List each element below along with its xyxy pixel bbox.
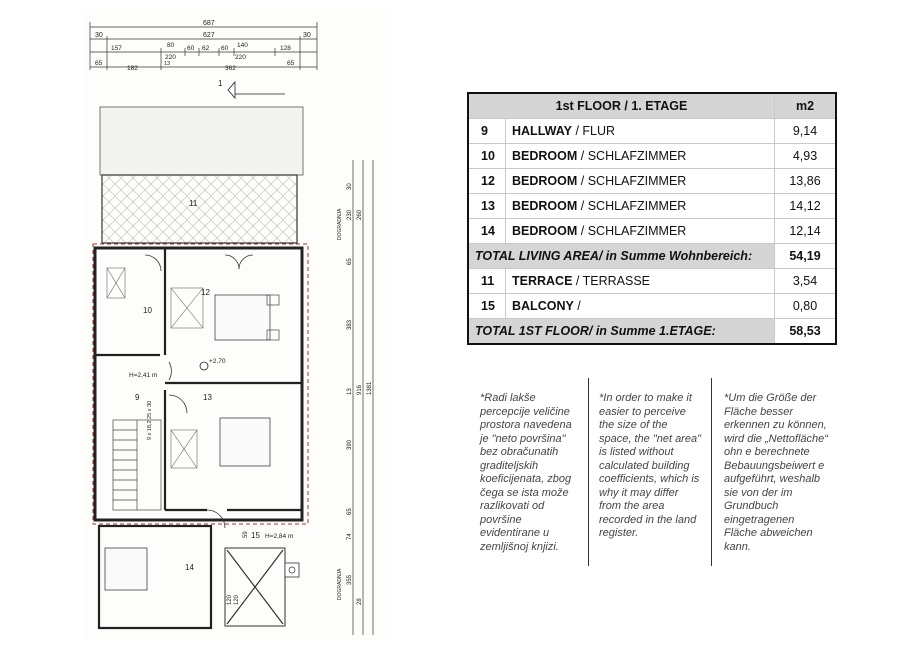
total-floor-value: 58,53 bbox=[775, 319, 837, 345]
table-row bbox=[468, 119, 836, 144]
room-number: 12 bbox=[468, 169, 506, 194]
dim-182: 182 bbox=[127, 65, 138, 72]
room-label-14: 14 bbox=[185, 563, 194, 572]
room-name: BEDROOM / SCHLAFZIMMER bbox=[506, 219, 775, 244]
room-name-de: FLUR bbox=[582, 124, 616, 138]
side-label-dogradnja-top: DOGRADNJA bbox=[337, 208, 343, 240]
room-area: 9,14 bbox=[775, 119, 837, 144]
room-name: HALLWAY / FLUR bbox=[506, 119, 775, 144]
dim-120-a: 120 bbox=[227, 594, 233, 605]
room-number: 10 bbox=[468, 144, 506, 169]
total-living-label: TOTAL LIVING AREA/ in Summe Wohnbereich: bbox=[468, 244, 775, 269]
note-german: *Um die Größe der Fläche besser erkennen zu können, wird die „Nettofläche“ ohn e berechnete Bebauungsbeiwert e aufgeführt, weshalb sie von der im Grundbuch eingetragenen Fläche abweichen kann. bbox=[724, 392, 828, 553]
dim-157: 157 bbox=[111, 45, 122, 52]
dim-right-28: 28 bbox=[357, 598, 363, 605]
total-living-value: 54,19 bbox=[775, 244, 837, 269]
floor-plan bbox=[85, 10, 390, 640]
roof-strip bbox=[100, 107, 303, 175]
dim-220-b: 220 bbox=[235, 54, 246, 61]
dim-59: 59 bbox=[243, 531, 249, 538]
floor-plan-drawing bbox=[85, 10, 390, 640]
note-english: *In order to make it easier to perceive the size of the space, the "net area" is listed without calculated building coefficients, which is why it may differ from the area recorded in the land register. bbox=[599, 392, 701, 539]
room-label-13: 13 bbox=[203, 393, 212, 402]
table-header-title: 1st FLOOR / 1. ETAGE bbox=[468, 93, 775, 119]
room-name: BEDROOM / SCHLAFZIMMER bbox=[506, 169, 775, 194]
table-row bbox=[468, 219, 836, 244]
table-row bbox=[468, 194, 836, 219]
dim-30-right: 30 bbox=[303, 32, 311, 39]
dim-120-b: 120 bbox=[234, 594, 240, 605]
room-label-11: 11 bbox=[189, 199, 198, 208]
room-number: 14 bbox=[468, 219, 506, 244]
room-area: 12,14 bbox=[775, 219, 837, 244]
dim-right-355: 355 bbox=[347, 574, 353, 585]
level-mark: +2,70 bbox=[209, 358, 226, 365]
room-area: 4,93 bbox=[775, 144, 837, 169]
side-label-dogradnja-bottom: DOGRADNJA bbox=[337, 568, 343, 600]
dim-362: 362 bbox=[225, 65, 236, 72]
right-dimension-lines bbox=[353, 160, 373, 635]
table-row bbox=[468, 169, 836, 194]
dim-right-65-a: 65 bbox=[347, 258, 353, 265]
dim-right-1381: 1381 bbox=[367, 381, 373, 395]
dim-right-916: 916 bbox=[357, 384, 363, 395]
table-row bbox=[468, 144, 836, 169]
dim-62: 62 bbox=[202, 45, 210, 52]
dim-right-30: 30 bbox=[347, 183, 353, 190]
room-name-en: HALLWAY bbox=[512, 124, 572, 138]
terrace-11 bbox=[102, 175, 297, 243]
table-row bbox=[468, 269, 836, 294]
dim-60-b: 60 bbox=[221, 45, 229, 52]
wardrobe-10 bbox=[107, 268, 125, 298]
height-label-15: H=2,84 m bbox=[265, 533, 294, 540]
dim-220-a: 220 bbox=[165, 54, 176, 61]
table-header-unit: m2 bbox=[775, 93, 837, 119]
svg-text:1: 1 bbox=[218, 79, 223, 88]
level-marker bbox=[200, 362, 208, 370]
room-label-9: 9 bbox=[135, 393, 140, 402]
bed-12 bbox=[215, 295, 270, 340]
room-area: 14,12 bbox=[775, 194, 837, 219]
wardrobe-13 bbox=[171, 430, 197, 468]
room-name: BEDROOM / SCHLAFZIMMER bbox=[506, 144, 775, 169]
room-name-en: BEDROOM bbox=[512, 149, 578, 163]
room-name-de: TERRASSE bbox=[582, 274, 651, 288]
room-area: 0,80 bbox=[775, 294, 837, 319]
section-marker bbox=[218, 79, 285, 98]
dim-627: 627 bbox=[203, 32, 215, 39]
note-divider bbox=[588, 378, 589, 566]
room-number: 9 bbox=[468, 119, 506, 144]
room-label-12: 12 bbox=[201, 288, 210, 297]
room-name-en: BEDROOM bbox=[512, 199, 578, 213]
staircase bbox=[113, 420, 161, 510]
area-table bbox=[467, 92, 837, 345]
dim-128: 128 bbox=[280, 45, 291, 52]
room-name-en: BALCONY bbox=[512, 299, 574, 313]
total-living-row bbox=[468, 244, 836, 269]
dim-right-390: 390 bbox=[347, 439, 353, 450]
interior-walls bbox=[95, 248, 302, 510]
dim-right-383: 383 bbox=[347, 319, 353, 330]
dim-140: 140 bbox=[237, 42, 248, 49]
room-name: TERRACE / TERRASSE bbox=[506, 269, 775, 294]
dim-30-left: 30 bbox=[95, 32, 103, 39]
room-number: 15 bbox=[468, 294, 506, 319]
dim-right-74: 74 bbox=[347, 533, 353, 540]
dim-65-left: 65 bbox=[95, 60, 103, 67]
dim-80: 80 bbox=[167, 42, 175, 49]
total-floor-row bbox=[468, 319, 836, 345]
dim-687: 687 bbox=[203, 20, 215, 27]
room-name-en: BEDROOM bbox=[512, 174, 578, 188]
room-name-de: SCHLAFZIMMER bbox=[587, 224, 687, 238]
dim-right-230: 230 bbox=[347, 209, 353, 220]
room-name-en: TERRACE bbox=[512, 274, 573, 288]
room-label-10: 10 bbox=[143, 306, 152, 315]
total-floor-label: TOTAL 1ST FLOOR/ in Summe 1.ETAGE: bbox=[468, 319, 775, 345]
room-area: 13,86 bbox=[775, 169, 837, 194]
dim-right-260: 260 bbox=[357, 209, 363, 220]
bed-13 bbox=[220, 418, 270, 466]
room-number: 13 bbox=[468, 194, 506, 219]
table-header-row bbox=[468, 93, 836, 119]
room-name-de: SCHLAFZIMMER bbox=[587, 174, 687, 188]
dim-right-13: 13 bbox=[347, 388, 353, 395]
table-row bbox=[468, 294, 836, 319]
dim-13: 13 bbox=[164, 61, 171, 67]
dim-65-right: 65 bbox=[287, 60, 295, 67]
room-name: BALCONY / bbox=[506, 294, 775, 319]
stair-spec: 9 x 18,2 25 x 30 bbox=[147, 400, 153, 440]
note-croatian: *Radi lakše percepcije veličine prostora navedena je "neto površina" bez obračunatih graditeljskih koeficijenata, zbog čega se ista može razlikovati od površine evidentirane u zemljišnoj knjizi. bbox=[480, 392, 572, 553]
room-name-en: BEDROOM bbox=[512, 224, 578, 238]
bed-14 bbox=[105, 548, 147, 590]
dim-right-65-b: 65 bbox=[347, 508, 353, 515]
note-divider bbox=[711, 378, 712, 566]
room-label-15: 15 bbox=[251, 531, 260, 540]
room-name-de: SCHLAFZIMMER bbox=[587, 199, 687, 213]
room-number: 11 bbox=[468, 269, 506, 294]
wardrobe-12 bbox=[171, 288, 203, 328]
room-name-de: SCHLAFZIMMER bbox=[587, 149, 687, 163]
height-label-9: H=2,41 m bbox=[129, 372, 158, 379]
dim-60-a: 60 bbox=[187, 45, 195, 52]
room-name: BEDROOM / SCHLAFZIMMER bbox=[506, 194, 775, 219]
room-area: 3,54 bbox=[775, 269, 837, 294]
